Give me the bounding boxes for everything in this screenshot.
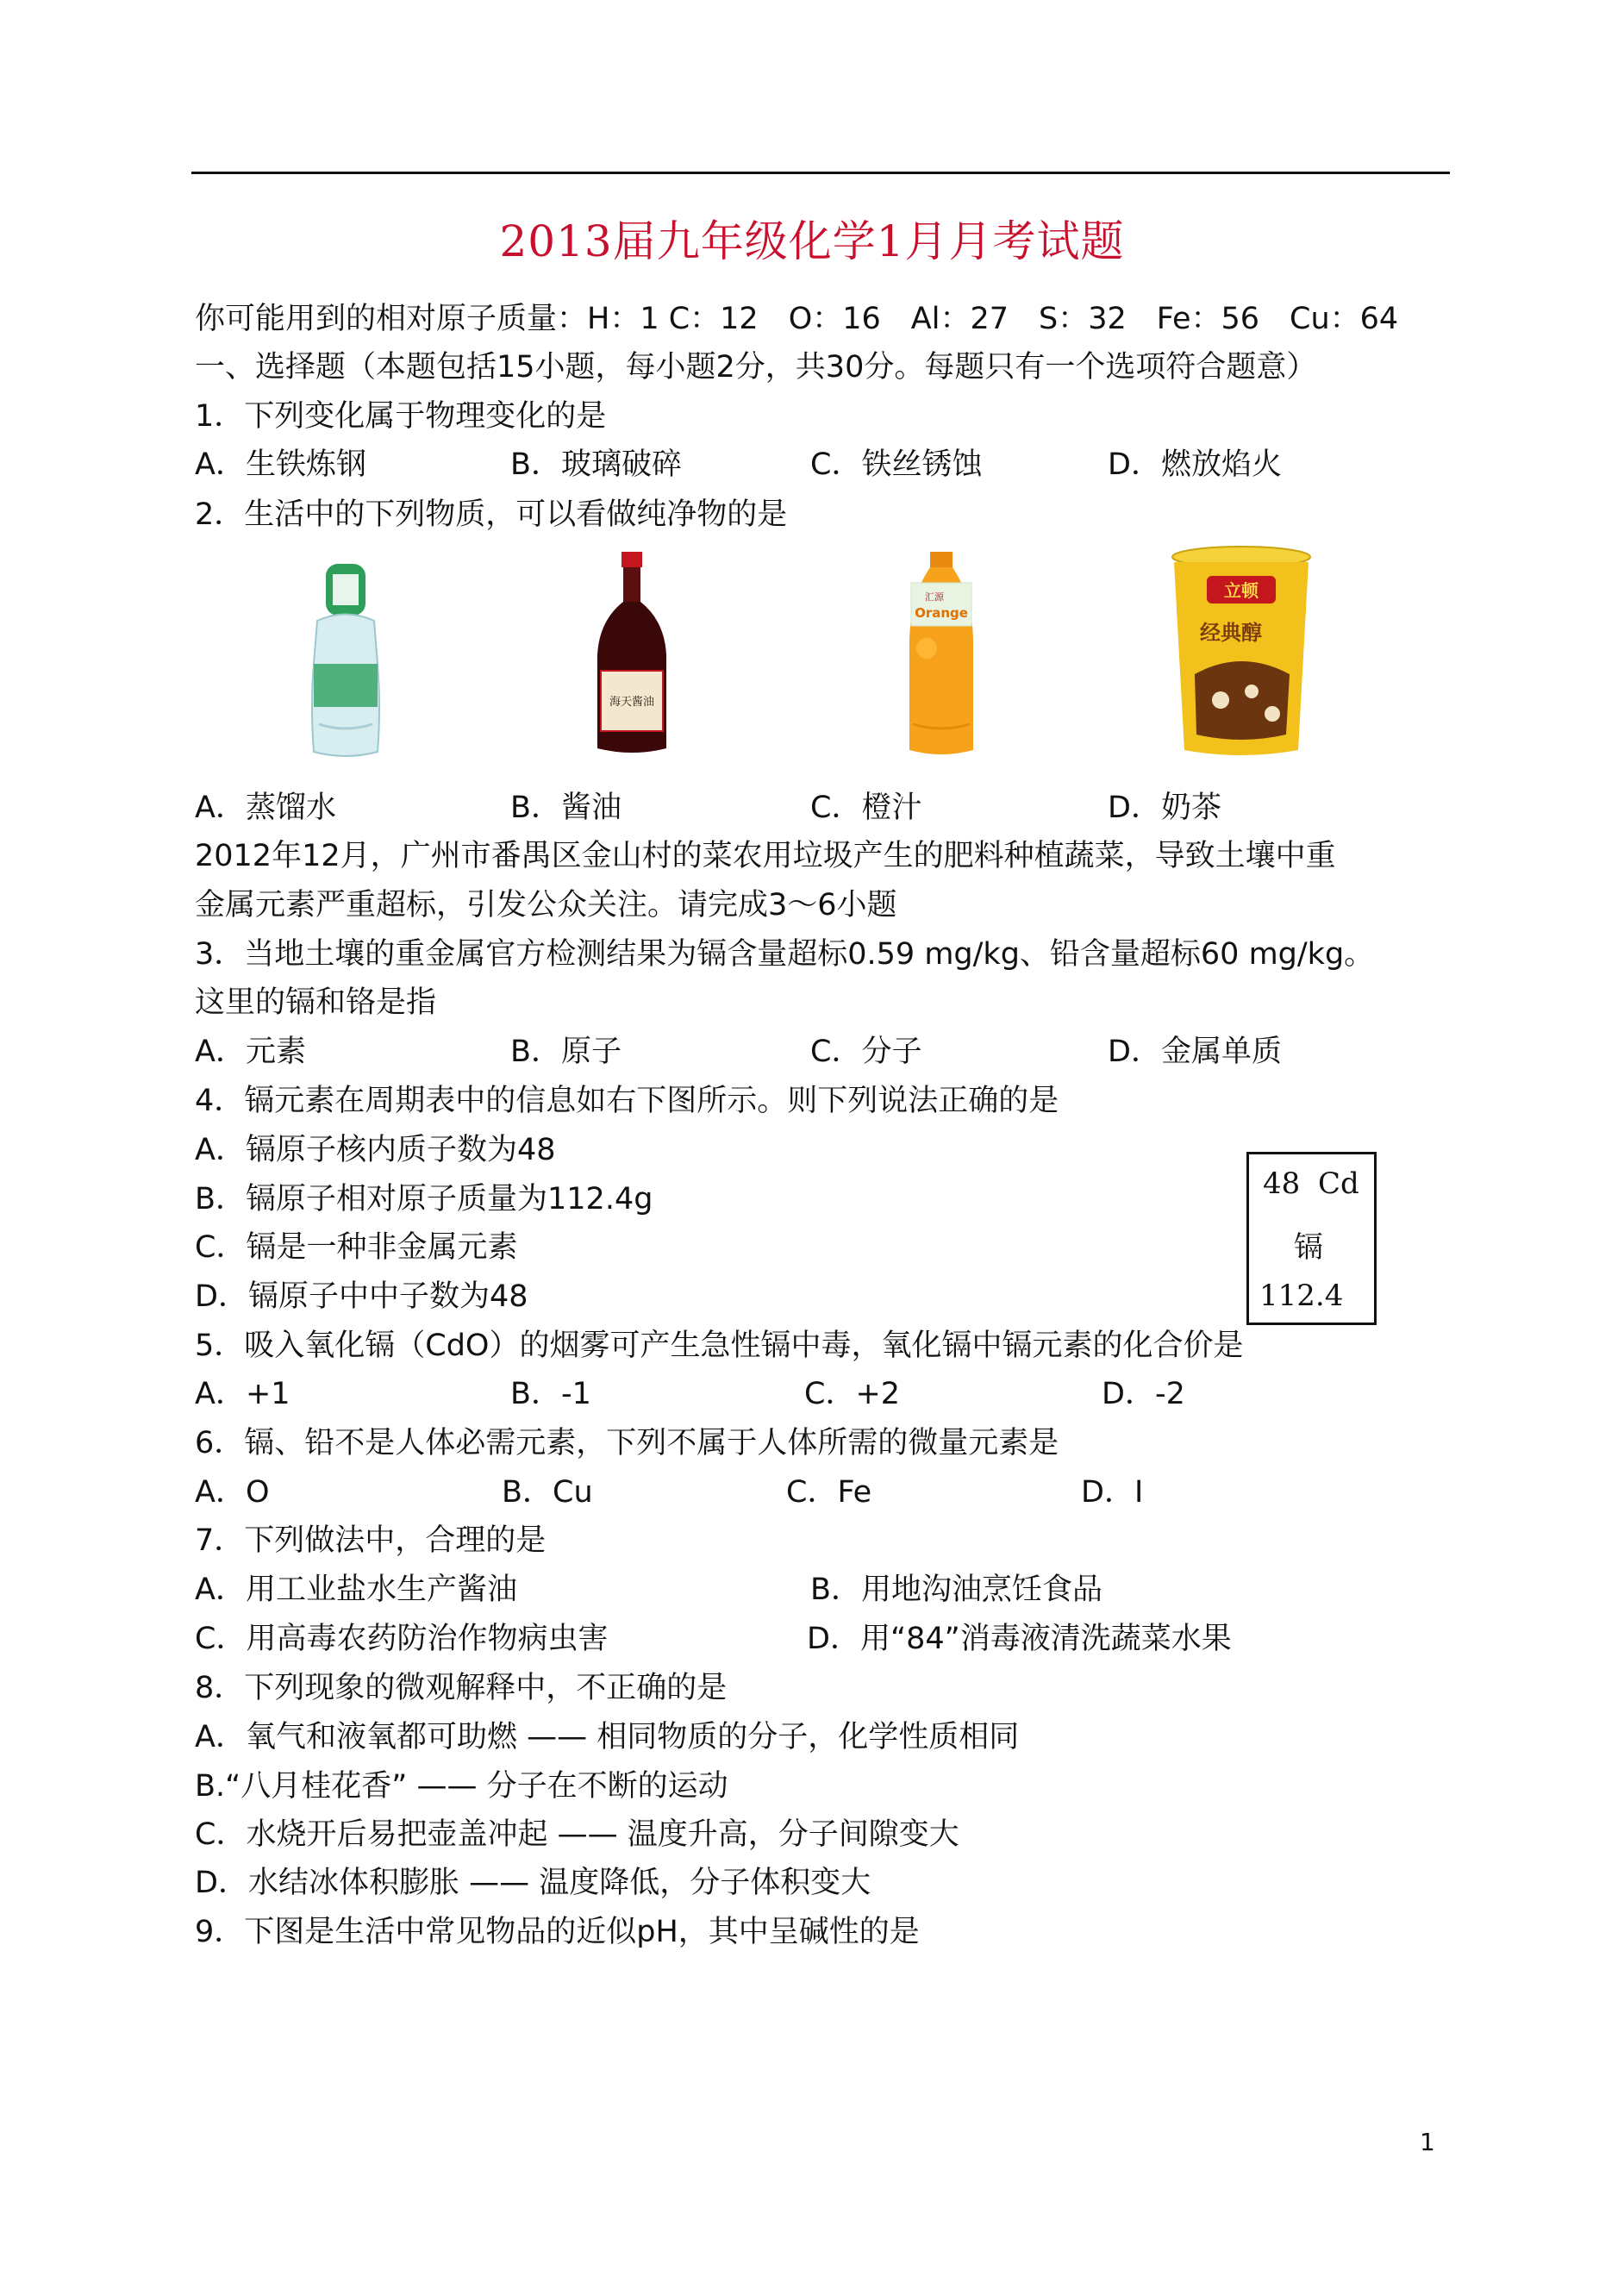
q1-option-a: A．生铁炼钢 bbox=[195, 447, 366, 482]
q9-stem: 9．下图是生活中常见物品的近似pH，其中呈碱性的是 bbox=[195, 1915, 920, 1949]
element-atomic-number: 48 bbox=[1263, 1166, 1301, 1201]
q8-option-d: D．水结冰体积膨胀 —— 温度降低，分子体积变大 bbox=[195, 1866, 871, 1900]
q5-option-b: B．-1 bbox=[510, 1377, 591, 1411]
soy-sauce-bottle-image bbox=[590, 552, 673, 759]
element-atomic-mass: 112.4 bbox=[1259, 1279, 1344, 1313]
q8-stem: 8．下列现象的微观解释中，不正确的是 bbox=[195, 1671, 728, 1705]
juice-label-text: Orange bbox=[915, 605, 968, 621]
juice-brand-text: 汇源 bbox=[925, 591, 944, 603]
q3-option-b: B．原子 bbox=[510, 1035, 622, 1069]
q6-stem: 6．镉、铅不是人体必需元素，下列不属于人体所需的微量元素是 bbox=[195, 1426, 1059, 1460]
q6-option-a: A．O bbox=[195, 1475, 270, 1510]
q2-option-b: B．酱油 bbox=[510, 791, 622, 825]
q2-option-d: D．奶茶 bbox=[1108, 791, 1221, 825]
q1-option-c: C．铁丝锈蚀 bbox=[810, 447, 983, 482]
q3-option-c: C．分子 bbox=[810, 1035, 922, 1069]
q7-option-b: B．用地沟油烹饪食品 bbox=[810, 1573, 1103, 1607]
q8-option-b: B.“八月桂花香” —— 分子在不断的运动 bbox=[195, 1769, 728, 1804]
q3-stem-line-1: 3．当地土壤的重金属官方检测结果为镉含量超标0.59 mg/kg、铅含量超标60 mg/kg。 bbox=[195, 937, 1375, 972]
orange-juice-bottle-image bbox=[903, 552, 980, 759]
q4-option-c: C．镉是一种非金属元素 bbox=[195, 1230, 518, 1265]
tea-brand-text: 立顿 bbox=[1224, 580, 1259, 601]
q1-option-b: B．玻璃破碎 bbox=[510, 447, 683, 482]
element-symbol: Cd bbox=[1318, 1166, 1359, 1201]
section-header: 一、选择题（本题包括15小题，每小题2分，共30分。每题只有一个选项符合题意） bbox=[195, 350, 1317, 385]
page-number: 1 bbox=[1420, 2128, 1435, 2156]
q8-option-c: C．水烧开后易把壶盖冲起 —— 温度升高，分子间隙变大 bbox=[195, 1817, 959, 1852]
q5-option-d: D．-2 bbox=[1102, 1377, 1185, 1411]
water-bottle-image bbox=[307, 560, 384, 760]
q6-option-c: C．Fe bbox=[786, 1475, 872, 1510]
q2-stem: 2．生活中的下列物质，可以看做纯净物的是 bbox=[195, 497, 788, 532]
element-name: 镉 bbox=[1294, 1230, 1323, 1265]
q6-option-d: D．I bbox=[1081, 1475, 1144, 1510]
tea-label-text: 经典醇 bbox=[1200, 621, 1262, 645]
q4-option-a: A．镉原子核内质子数为48 bbox=[195, 1133, 556, 1167]
q5-stem: 5．吸入氧化镉（CdO）的烟雾可产生急性镉中毒，氧化镉中镉元素的化合价是 bbox=[195, 1329, 1244, 1363]
q7-option-a: A．用工业盐水生产酱油 bbox=[195, 1573, 517, 1607]
q1-stem: 1．下列变化属于物理变化的是 bbox=[195, 399, 607, 434]
q8-option-a: A．氧气和液氧都可助燃 —— 相同物质的分子，化学性质相同 bbox=[195, 1720, 1020, 1754]
context-line-1: 2012年12月，广州市番禺区金山村的菜农用垃圾产生的肥料种植蔬菜，导致土壤中重 bbox=[195, 839, 1336, 873]
q6-option-b: B．Cu bbox=[502, 1475, 593, 1510]
q2-option-c: C．橙汁 bbox=[810, 791, 922, 825]
q2-option-a: A．蒸馏水 bbox=[195, 791, 336, 825]
q4-option-d: D．镉原子中中子数为48 bbox=[195, 1279, 528, 1314]
q4-option-b: B．镉原子相对原子质量为112.4g bbox=[195, 1182, 653, 1216]
q7-option-c: C．用高毒农药防治作物病虫害 bbox=[195, 1622, 609, 1656]
q7-stem: 7．下列做法中，合理的是 bbox=[195, 1523, 547, 1558]
context-line-2: 金属元素严重超标，引发公众关注。请完成3～6小题 bbox=[195, 888, 897, 922]
header-rule bbox=[191, 172, 1450, 174]
q7-option-d: D．用“84”消毒液清洗蔬菜水果 bbox=[807, 1622, 1232, 1656]
q5-option-c: C．+2 bbox=[804, 1377, 901, 1411]
milk-tea-cup-image bbox=[1169, 545, 1314, 760]
q3-stem-line-2: 这里的镉和铬是指 bbox=[195, 985, 437, 1020]
cadmium-element-box bbox=[1246, 1152, 1377, 1325]
page-title: 2013届九年级化学1月月考试题 bbox=[499, 216, 1125, 266]
q4-stem: 4．镉元素在周期表中的信息如右下图所示。则下列说法正确的是 bbox=[195, 1084, 1059, 1118]
soy-sauce-label: 海天酱油 bbox=[609, 696, 655, 709]
atomic-masses: 你可能用到的相对原子质量：H：1 C：12 O：16 Al：27 S：32 Fe：56 Cu：64 bbox=[195, 302, 1399, 336]
q3-option-d: D．金属单质 bbox=[1108, 1035, 1282, 1069]
q5-option-a: A．+1 bbox=[195, 1377, 290, 1411]
q1-option-d: D．燃放焰火 bbox=[1108, 447, 1282, 482]
q3-option-a: A．元素 bbox=[195, 1035, 306, 1069]
